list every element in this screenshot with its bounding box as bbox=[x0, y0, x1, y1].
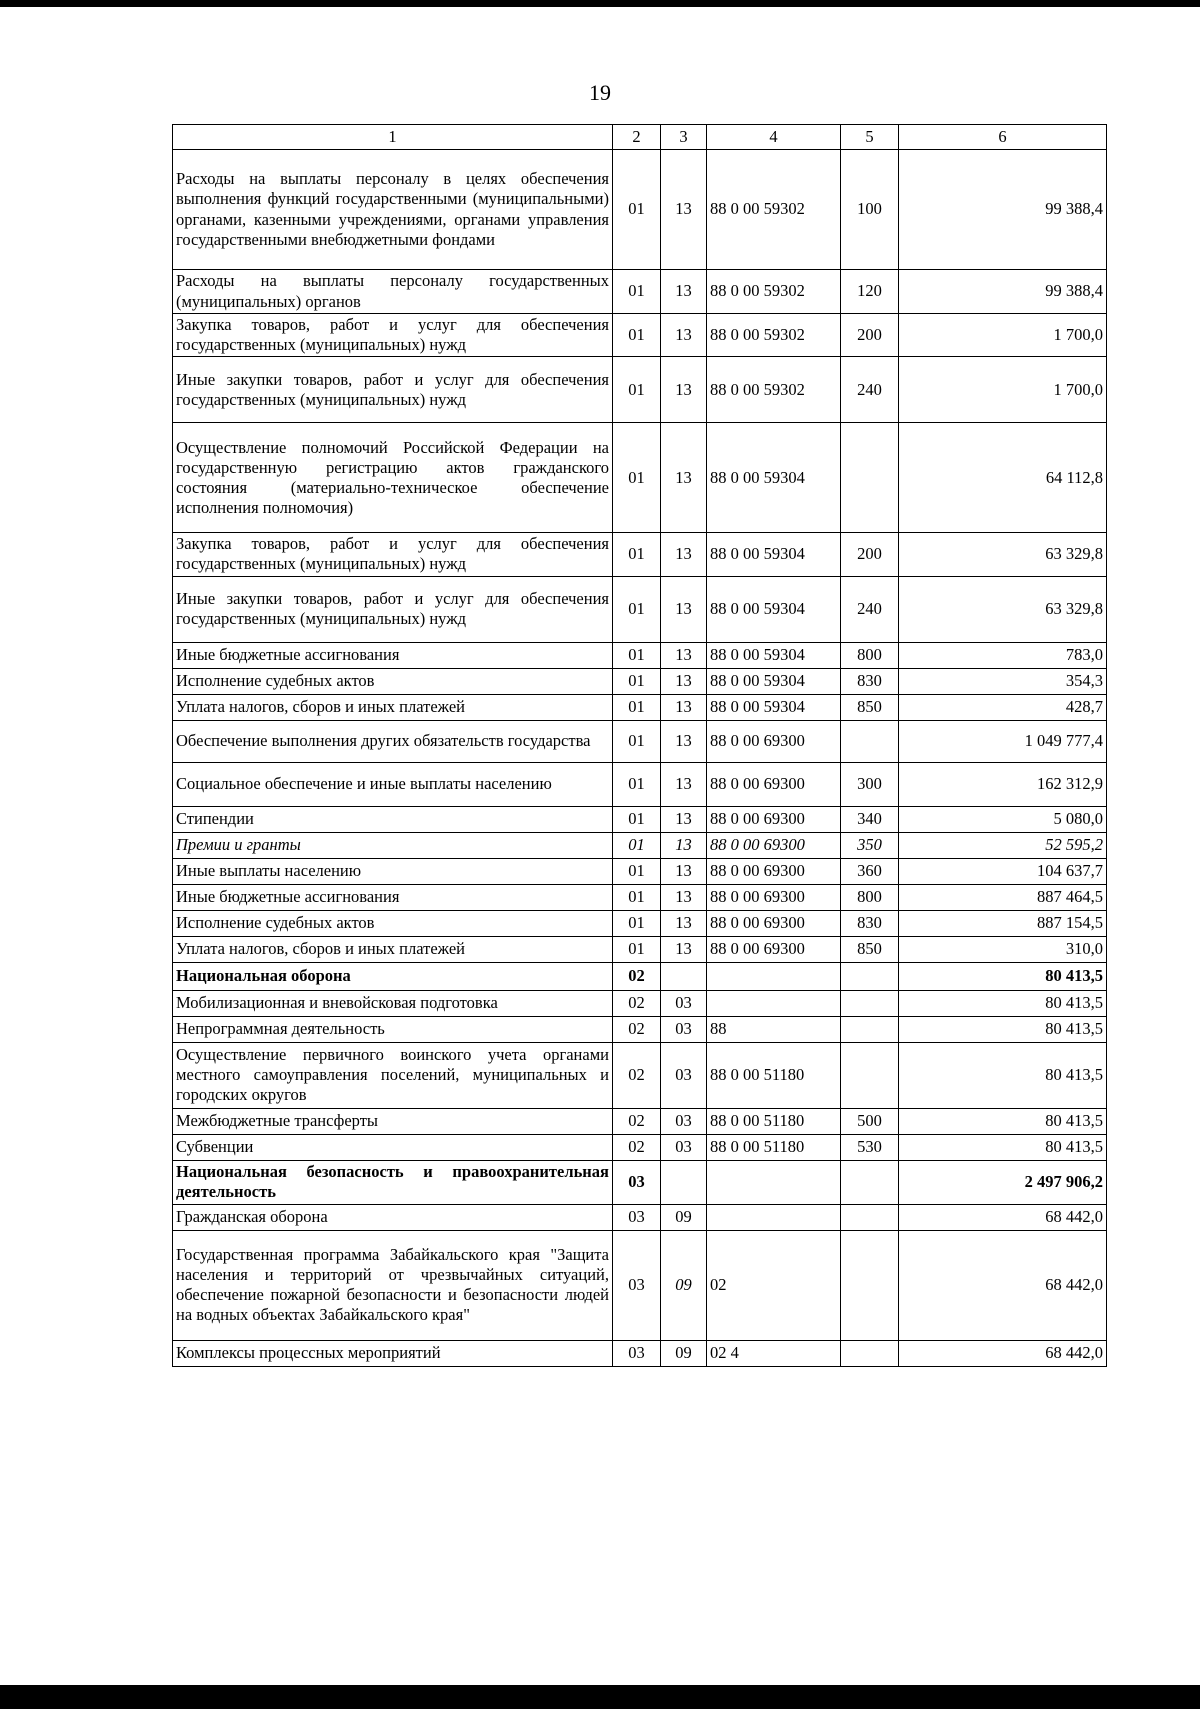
row-subsection: 13 bbox=[661, 720, 707, 762]
row-section: 02 bbox=[613, 1042, 661, 1108]
row-section: 03 bbox=[613, 1204, 661, 1230]
row-subsection: 13 bbox=[661, 150, 707, 270]
row-amount: 80 413,5 bbox=[899, 1042, 1107, 1108]
table-row bbox=[173, 832, 1107, 858]
row-target-article: 02 4 bbox=[707, 1340, 841, 1366]
row-subsection: 03 bbox=[661, 990, 707, 1016]
table-row bbox=[173, 668, 1107, 694]
row-name: Закупка товаров, работ и услуг для обеспечения государственных (муниципальных) нужд bbox=[173, 314, 613, 357]
row-subsection: 13 bbox=[661, 423, 707, 533]
row-name: Субвенции bbox=[173, 1134, 613, 1160]
row-amount: 80 413,5 bbox=[899, 1108, 1107, 1134]
table-row bbox=[173, 910, 1107, 936]
row-section: 02 bbox=[613, 1134, 661, 1160]
row-amount: 80 413,5 bbox=[899, 990, 1107, 1016]
row-target-article: 02 bbox=[707, 1230, 841, 1340]
header-col-1: 1 bbox=[173, 125, 613, 150]
row-section: 01 bbox=[613, 642, 661, 668]
row-name: Иные закупки товаров, работ и услуг для обеспечения государственных (муниципальных) нужд bbox=[173, 576, 613, 642]
row-expense-type: 300 bbox=[841, 762, 899, 806]
row-expense-type bbox=[841, 1204, 899, 1230]
table-row bbox=[173, 270, 1107, 314]
row-name: Непрограммная деятельность bbox=[173, 1016, 613, 1042]
row-target-article: 88 0 00 59302 bbox=[707, 150, 841, 270]
row-name: Закупка товаров, работ и услуг для обеспечения государственных (муниципальных) нужд bbox=[173, 533, 613, 576]
row-amount: 99 388,4 bbox=[899, 150, 1107, 270]
row-target-article: 88 0 00 51180 bbox=[707, 1042, 841, 1108]
table-row bbox=[173, 1016, 1107, 1042]
table-row bbox=[173, 1134, 1107, 1160]
row-name: Обеспечение выполнения других обязательств государства bbox=[173, 720, 613, 762]
row-subsection: 13 bbox=[661, 832, 707, 858]
table-row bbox=[173, 357, 1107, 423]
row-subsection: 09 bbox=[661, 1230, 707, 1340]
row-name: Иные закупки товаров, работ и услуг для обеспечения государственных (муниципальных) нужд bbox=[173, 357, 613, 423]
row-name: Иные бюджетные ассигнования bbox=[173, 884, 613, 910]
row-subsection bbox=[661, 962, 707, 990]
table-row bbox=[173, 314, 1107, 357]
row-target-article: 88 0 00 59304 bbox=[707, 642, 841, 668]
row-subsection: 13 bbox=[661, 576, 707, 642]
row-target-article bbox=[707, 1204, 841, 1230]
row-amount: 310,0 bbox=[899, 936, 1107, 962]
row-expense-type: 500 bbox=[841, 1108, 899, 1134]
table-row bbox=[173, 694, 1107, 720]
row-name: Социальное обеспечение и иные выплаты населению bbox=[173, 762, 613, 806]
row-subsection: 13 bbox=[661, 314, 707, 357]
row-target-article bbox=[707, 990, 841, 1016]
row-target-article: 88 0 00 51180 bbox=[707, 1108, 841, 1134]
row-amount: 80 413,5 bbox=[899, 1134, 1107, 1160]
header-col-5: 5 bbox=[841, 125, 899, 150]
budget-table bbox=[172, 124, 1107, 1367]
row-amount: 80 413,5 bbox=[899, 962, 1107, 990]
table-row bbox=[173, 720, 1107, 762]
row-amount: 63 329,8 bbox=[899, 533, 1107, 576]
row-amount: 162 312,9 bbox=[899, 762, 1107, 806]
row-expense-type bbox=[841, 1230, 899, 1340]
table-body bbox=[173, 150, 1107, 1367]
row-section: 02 bbox=[613, 1016, 661, 1042]
row-expense-type: 120 bbox=[841, 270, 899, 314]
row-target-article: 88 0 00 59302 bbox=[707, 314, 841, 357]
row-amount: 887 464,5 bbox=[899, 884, 1107, 910]
row-subsection: 13 bbox=[661, 806, 707, 832]
row-target-article: 88 0 00 69300 bbox=[707, 884, 841, 910]
row-section: 03 bbox=[613, 1340, 661, 1366]
row-section: 01 bbox=[613, 832, 661, 858]
row-target-article: 88 0 00 59304 bbox=[707, 668, 841, 694]
row-expense-type: 350 bbox=[841, 832, 899, 858]
row-section: 02 bbox=[613, 962, 661, 990]
row-amount: 354,3 bbox=[899, 668, 1107, 694]
table-row bbox=[173, 1108, 1107, 1134]
row-target-article: 88 0 00 69300 bbox=[707, 936, 841, 962]
row-section: 01 bbox=[613, 270, 661, 314]
row-expense-type: 200 bbox=[841, 533, 899, 576]
row-expense-type: 340 bbox=[841, 806, 899, 832]
row-expense-type bbox=[841, 1340, 899, 1366]
row-name: Премии и гранты bbox=[173, 832, 613, 858]
row-section: 01 bbox=[613, 533, 661, 576]
row-subsection: 13 bbox=[661, 884, 707, 910]
row-target-article: 88 0 00 69300 bbox=[707, 806, 841, 832]
row-name: Исполнение судебных актов bbox=[173, 910, 613, 936]
row-amount: 52 595,2 bbox=[899, 832, 1107, 858]
table-row bbox=[173, 576, 1107, 642]
table-row bbox=[173, 1340, 1107, 1366]
row-section: 01 bbox=[613, 720, 661, 762]
row-section: 01 bbox=[613, 576, 661, 642]
row-section: 01 bbox=[613, 423, 661, 533]
row-amount: 5 080,0 bbox=[899, 806, 1107, 832]
row-name: Иные бюджетные ассигнования bbox=[173, 642, 613, 668]
row-section: 02 bbox=[613, 990, 661, 1016]
row-section: 01 bbox=[613, 150, 661, 270]
row-amount: 783,0 bbox=[899, 642, 1107, 668]
row-subsection: 13 bbox=[661, 936, 707, 962]
row-expense-type: 850 bbox=[841, 694, 899, 720]
row-section: 01 bbox=[613, 806, 661, 832]
table-row bbox=[173, 884, 1107, 910]
table-row bbox=[173, 1230, 1107, 1340]
row-expense-type: 830 bbox=[841, 668, 899, 694]
row-name: Расходы на выплаты персоналу в целях обеспечения выполнения функций государственными (муниципальными) органами, казенными учреждениями, органами управления государственными внебюджетными фондами bbox=[173, 150, 613, 270]
row-amount: 1 700,0 bbox=[899, 357, 1107, 423]
row-target-article bbox=[707, 962, 841, 990]
row-target-article: 88 0 00 59302 bbox=[707, 270, 841, 314]
row-name: Осуществление полномочий Российской Федерации на государственную регистрацию актов гражданского состояния (материально-техническое обеспечение исполнения полномочия) bbox=[173, 423, 613, 533]
row-name: Стипендии bbox=[173, 806, 613, 832]
row-target-article: 88 0 00 69300 bbox=[707, 720, 841, 762]
row-name: Уплата налогов, сборов и иных платежей bbox=[173, 694, 613, 720]
row-subsection: 09 bbox=[661, 1204, 707, 1230]
table-row bbox=[173, 990, 1107, 1016]
table-row bbox=[173, 1204, 1107, 1230]
table-row bbox=[173, 806, 1107, 832]
row-expense-type: 100 bbox=[841, 150, 899, 270]
row-subsection: 13 bbox=[661, 694, 707, 720]
row-expense-type: 200 bbox=[841, 314, 899, 357]
row-subsection: 13 bbox=[661, 642, 707, 668]
row-expense-type bbox=[841, 423, 899, 533]
row-target-article: 88 0 00 51180 bbox=[707, 1134, 841, 1160]
row-expense-type bbox=[841, 990, 899, 1016]
row-subsection: 03 bbox=[661, 1016, 707, 1042]
row-name: Государственная программа Забайкальского края "Защита населения и территорий от чрезвычайных ситуаций, обеспечение пожарной безопасности и безопасности людей на водных объектах Забайкальского края" bbox=[173, 1230, 613, 1340]
row-expense-type bbox=[841, 1042, 899, 1108]
row-target-article: 88 0 00 59304 bbox=[707, 533, 841, 576]
row-amount: 428,7 bbox=[899, 694, 1107, 720]
row-subsection: 13 bbox=[661, 762, 707, 806]
row-section: 01 bbox=[613, 357, 661, 423]
scan-top-border bbox=[0, 0, 1200, 7]
table-row bbox=[173, 936, 1107, 962]
header-col-4: 4 bbox=[707, 125, 841, 150]
row-section: 01 bbox=[613, 884, 661, 910]
row-subsection: 03 bbox=[661, 1108, 707, 1134]
row-expense-type: 240 bbox=[841, 576, 899, 642]
table-row bbox=[173, 533, 1107, 576]
row-expense-type: 530 bbox=[841, 1134, 899, 1160]
table-row bbox=[173, 423, 1107, 533]
row-name: Национальная безопасность и правоохранительная деятельность bbox=[173, 1160, 613, 1204]
row-name: Расходы на выплаты персоналу государственных (муниципальных) органов bbox=[173, 270, 613, 314]
row-expense-type bbox=[841, 720, 899, 762]
row-expense-type bbox=[841, 1016, 899, 1042]
row-subsection: 13 bbox=[661, 357, 707, 423]
row-expense-type: 360 bbox=[841, 858, 899, 884]
row-name: Национальная оборона bbox=[173, 962, 613, 990]
row-amount: 68 442,0 bbox=[899, 1230, 1107, 1340]
row-expense-type: 800 bbox=[841, 884, 899, 910]
row-target-article bbox=[707, 1160, 841, 1204]
row-section: 03 bbox=[613, 1160, 661, 1204]
row-subsection: 13 bbox=[661, 668, 707, 694]
row-name: Гражданская оборона bbox=[173, 1204, 613, 1230]
row-section: 01 bbox=[613, 936, 661, 962]
row-amount: 1 049 777,4 bbox=[899, 720, 1107, 762]
row-target-article: 88 0 00 59302 bbox=[707, 357, 841, 423]
row-target-article: 88 0 00 69300 bbox=[707, 762, 841, 806]
row-name: Осуществление первичного воинского учета органами местного самоуправления поселений, муниципальных и городских округов bbox=[173, 1042, 613, 1108]
row-target-article: 88 0 00 69300 bbox=[707, 832, 841, 858]
row-subsection: 13 bbox=[661, 533, 707, 576]
row-expense-type: 850 bbox=[841, 936, 899, 962]
table-row bbox=[173, 762, 1107, 806]
row-name: Уплата налогов, сборов и иных платежей bbox=[173, 936, 613, 962]
row-subsection: 09 bbox=[661, 1340, 707, 1366]
row-section: 01 bbox=[613, 762, 661, 806]
table-row bbox=[173, 1160, 1107, 1204]
row-subsection: 03 bbox=[661, 1042, 707, 1108]
row-amount: 63 329,8 bbox=[899, 576, 1107, 642]
row-amount: 887 154,5 bbox=[899, 910, 1107, 936]
row-amount: 64 112,8 bbox=[899, 423, 1107, 533]
row-expense-type: 800 bbox=[841, 642, 899, 668]
row-target-article: 88 0 00 69300 bbox=[707, 858, 841, 884]
header-col-2: 2 bbox=[613, 125, 661, 150]
row-section: 01 bbox=[613, 910, 661, 936]
row-amount: 104 637,7 bbox=[899, 858, 1107, 884]
table-header-row bbox=[173, 125, 1107, 150]
row-section: 01 bbox=[613, 694, 661, 720]
table-row bbox=[173, 858, 1107, 884]
row-subsection: 13 bbox=[661, 858, 707, 884]
row-expense-type bbox=[841, 1160, 899, 1204]
row-expense-type: 240 bbox=[841, 357, 899, 423]
row-subsection bbox=[661, 1160, 707, 1204]
row-name: Иные выплаты населению bbox=[173, 858, 613, 884]
row-section: 01 bbox=[613, 314, 661, 357]
table-row bbox=[173, 642, 1107, 668]
row-amount: 99 388,4 bbox=[899, 270, 1107, 314]
row-name: Мобилизационная и вневойсковая подготовка bbox=[173, 990, 613, 1016]
row-subsection: 13 bbox=[661, 910, 707, 936]
table-row bbox=[173, 150, 1107, 270]
row-name: Межбюджетные трансферты bbox=[173, 1108, 613, 1134]
header-col-6: 6 bbox=[899, 125, 1107, 150]
scan-bottom-border bbox=[0, 1685, 1200, 1709]
row-amount: 80 413,5 bbox=[899, 1016, 1107, 1042]
table-row bbox=[173, 962, 1107, 990]
row-section: 01 bbox=[613, 858, 661, 884]
header-col-3: 3 bbox=[661, 125, 707, 150]
row-name: Исполнение судебных актов bbox=[173, 668, 613, 694]
row-amount: 2 497 906,2 bbox=[899, 1160, 1107, 1204]
row-target-article: 88 0 00 59304 bbox=[707, 694, 841, 720]
row-amount: 1 700,0 bbox=[899, 314, 1107, 357]
row-target-article: 88 0 00 69300 bbox=[707, 910, 841, 936]
table-row bbox=[173, 1042, 1107, 1108]
row-amount: 68 442,0 bbox=[899, 1340, 1107, 1366]
row-subsection: 03 bbox=[661, 1134, 707, 1160]
row-section: 03 bbox=[613, 1230, 661, 1340]
row-section: 02 bbox=[613, 1108, 661, 1134]
row-expense-type bbox=[841, 962, 899, 990]
row-name: Комплексы процессных мероприятий bbox=[173, 1340, 613, 1366]
row-amount: 68 442,0 bbox=[899, 1204, 1107, 1230]
row-subsection: 13 bbox=[661, 270, 707, 314]
row-expense-type: 830 bbox=[841, 910, 899, 936]
row-section: 01 bbox=[613, 668, 661, 694]
row-target-article: 88 0 00 59304 bbox=[707, 576, 841, 642]
page-number: 19 bbox=[589, 80, 611, 105]
row-target-article: 88 bbox=[707, 1016, 841, 1042]
row-target-article: 88 0 00 59304 bbox=[707, 423, 841, 533]
